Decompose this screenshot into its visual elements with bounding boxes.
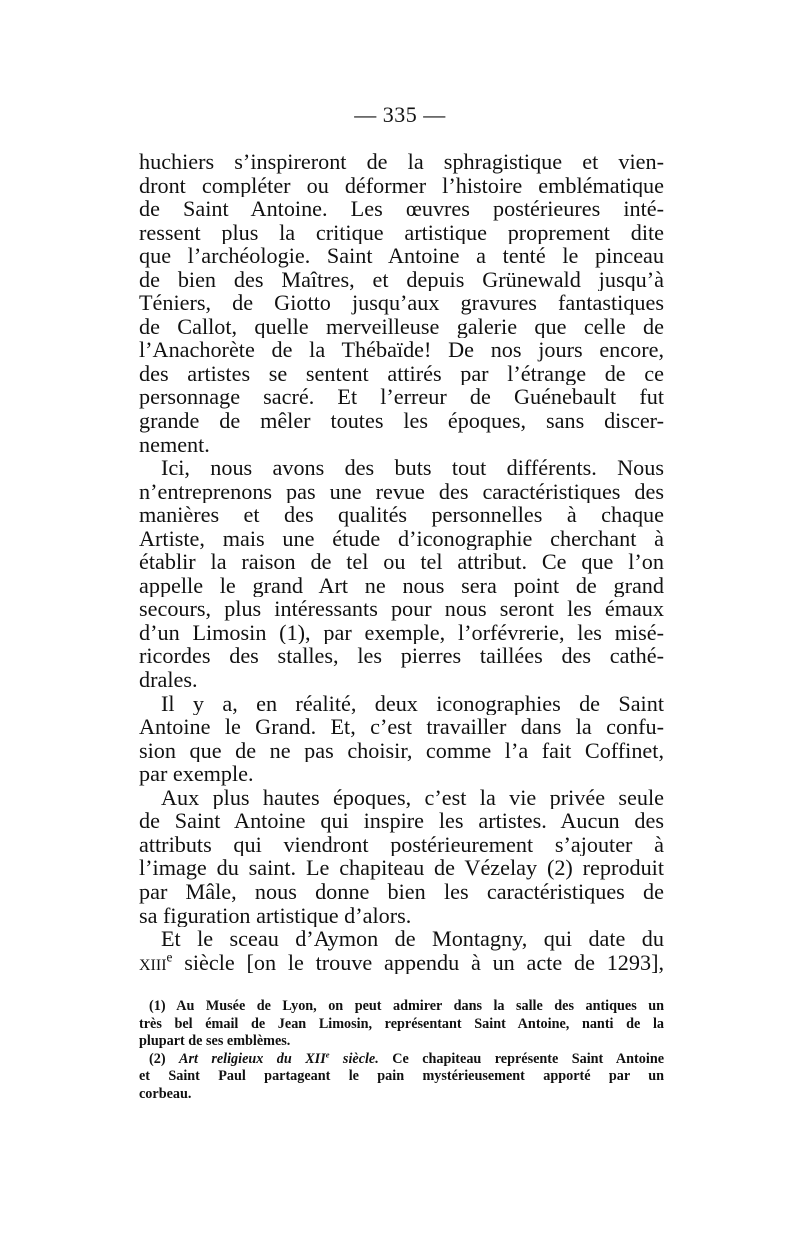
text-line: n’entreprenons pas une revue des caractéristiques des <box>139 479 664 504</box>
footnote-title-tail: siècle. <box>329 1050 379 1067</box>
text-line: sa figuration artistique d’alors. <box>139 903 412 928</box>
text-line: par exemple. <box>139 762 254 786</box>
footnote-2 <box>139 1051 664 1104</box>
paragraph-1 <box>139 150 664 456</box>
text-line: secours, plus intéressants pour nous seront les émaux <box>139 597 664 621</box>
text-line: grande de mêler toutes les époques, sans discer- <box>139 409 664 433</box>
text-line: Il y a, en réalité, deux iconographies de Saint <box>161 691 664 716</box>
text-line: de bien des Maîtres, et depuis Grünewald jusqu’à <box>139 267 664 292</box>
text-line: de Saint Antoine qui inspire les artistes. Aucun des <box>139 809 664 833</box>
footnote-text: Ce chapiteau représente Saint Antoine <box>378 1050 664 1067</box>
text-line: manières et des qualités personnelles à chaque <box>139 503 664 527</box>
text-line: que l’archéologie. Saint Antoine a tenté le pinceau <box>139 244 664 268</box>
footnote-title-text: Art religieux du XII <box>178 1050 326 1067</box>
paragraph-3 <box>139 692 664 786</box>
superscript: e <box>166 950 173 965</box>
text-line: Ici, nous avons des buts tout différents. Nous <box>161 456 664 480</box>
text-line: Artiste, mais une étude d’iconographie cherchant à <box>139 526 664 551</box>
footnote-line: et Saint Paul partageant le pain mystérieusement apporté par un <box>139 1068 664 1085</box>
text-line: drales. <box>139 668 198 692</box>
paragraph-2 <box>139 456 664 691</box>
text-line: de Callot, quelle merveilleuse galerie que celle de <box>139 314 664 339</box>
paragraph-4 <box>139 786 664 927</box>
footnote-line: (1) Au Musée de Lyon, on peut admirer dans la salle des antiques un <box>149 998 664 1014</box>
text-line: dront compléter ou déformer l’histoire emblématique <box>139 173 664 198</box>
text-line: personnage sacré. Et l’erreur de Guénebault fut <box>139 385 664 410</box>
text-line: ricordes des stalles, les pierres taillées des cathé- <box>139 644 664 669</box>
footnote-1 <box>139 998 664 1051</box>
text-line: Aux plus hautes époques, c’est la vie privée seule <box>161 785 664 810</box>
text-line: Antoine le Grand. Et, c’est travailler dans la confu- <box>139 715 664 739</box>
text-line: nement. <box>139 432 210 457</box>
text-line: Et le sceau d’Aymon de Montagny, qui date du <box>161 927 664 951</box>
text-line: des artistes se sentent attirés par l’étrange de ce <box>139 361 664 386</box>
footnotes <box>139 998 664 1104</box>
text-line: d’un Limosin (1), par exemple, l’orfévrerie, les misé- <box>139 620 664 645</box>
footnote-title <box>179 1051 379 1067</box>
text-line: Téniers, de Giotto jusqu’aux gravures fantastiques <box>139 291 664 315</box>
footnote-line: corbeau. <box>139 1085 192 1102</box>
footnote-label: (2) <box>149 1050 179 1067</box>
superscript: e <box>325 1050 330 1060</box>
century-numeral: xiii <box>139 950 167 975</box>
text-line <box>139 951 664 975</box>
text-span: siècle [on le trouve appendu à un acte de 1293], <box>172 950 664 975</box>
text-line: attributs qui viendront postérieurement s’ajouter à <box>139 832 664 857</box>
text-line: huchiers s’inspireront de la sphragistique et vien- <box>139 150 664 174</box>
text-line: par Mâle, nous donne bien les caractéristiques de <box>139 879 664 904</box>
paragraph-5 <box>139 927 664 974</box>
text-line: l’image du saint. Le chapiteau de Vézelay (2) reproduit <box>139 856 664 880</box>
text-line: appelle le grand Art ne nous sera point de grand <box>139 573 664 598</box>
text-line: sion que de ne pas choisir, comme l’a fait Coffinet, <box>139 738 664 763</box>
text-line: ressent plus la critique artistique proprement dite <box>139 220 664 245</box>
text-line: établir la raison de tel ou tel attribut. Ce que l’on <box>139 550 664 574</box>
footnote-line: plupart de ses emblèmes. <box>139 1033 291 1050</box>
page-number: — 335 — <box>354 102 446 127</box>
text-line: de Saint Antoine. Les œuvres postérieures inté- <box>139 197 664 221</box>
main-text <box>139 150 664 974</box>
footnote-line: très bel émail de Jean Limosin, représentant Saint Antoine, nanti de la <box>139 1015 664 1032</box>
footnote-line <box>139 1051 664 1069</box>
text-line: l’Anachorète de la Thébaïde! De nos jours encore, <box>139 338 664 362</box>
